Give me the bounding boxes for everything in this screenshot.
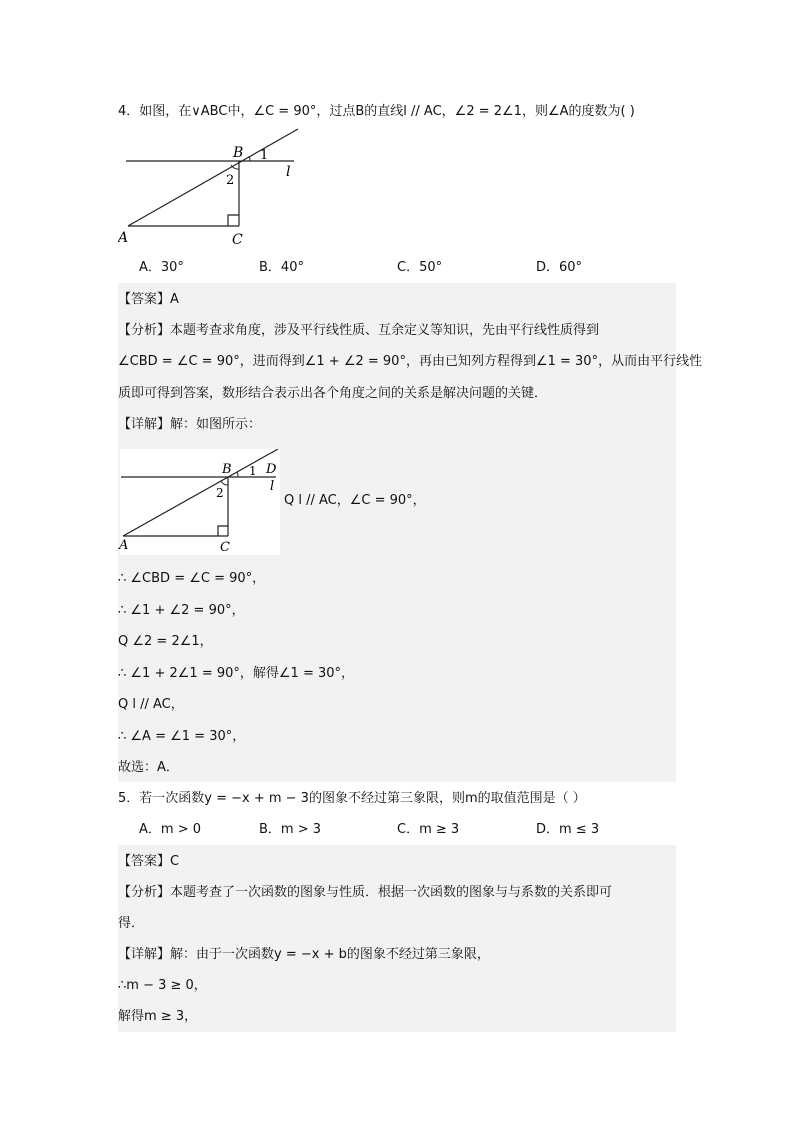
q5-detail: 【详解】解：由于一次函数y = −x + b的图象不经过第三象限，: [118, 947, 490, 962]
figure-label-A: A: [118, 230, 129, 246]
detail-label-l: l: [270, 479, 275, 494]
q4-analysis-line-3: 质即可得到答案，数形结合表示出各个角度之间的关系是解决问题的关键．: [118, 386, 548, 401]
q5-option-b: B．m > 3: [259, 822, 322, 837]
q4-option-a: A．30°: [139, 260, 184, 275]
q4-step-7: 故选：A．: [118, 760, 179, 775]
q4-step-3: Q ∠2 = 2∠1，: [118, 634, 213, 649]
q4-step-5: Q l // AC，: [118, 697, 184, 712]
q5-option-c: C．m ≥ 3: [397, 822, 460, 837]
detail-label-A: A: [119, 538, 129, 553]
q4-step-2: ∴ ∠1 + ∠2 = 90°，: [118, 603, 245, 618]
q4-step-4: ∴ ∠1 + 2∠1 = 90°，解得∠1 = 30°，: [118, 666, 355, 681]
detail-label-C: C: [220, 540, 230, 555]
q5-option-a: A．m > 0: [139, 822, 201, 837]
q5-analysis-line-1: 【分析】本题考查了一次函数的图象与性质．根据一次函数的图象与与系数的关系即可: [118, 885, 613, 900]
q4-option-b: B．40°: [259, 260, 304, 275]
q4-step-6: ∴ ∠A = ∠1 = 30°，: [118, 729, 246, 744]
q5-step-2: 解得m ≥ 3，: [118, 1009, 198, 1024]
question-5-stem: 5．若一次函数y = −x + m − 3的图象不经过第三象限，则m的取值范围是（ ）: [118, 791, 586, 806]
q4-option-c: C．50°: [397, 260, 443, 275]
figure-label-l: l: [286, 164, 291, 180]
q4-answer: 【答案】A: [118, 292, 179, 307]
q4-step-1: ∴ ∠CBD = ∠C = 90°，: [118, 571, 266, 586]
figure-label-2: 2: [226, 173, 235, 188]
q4-analysis-line-2: ∠CBD = ∠C = 90°，进而得到∠1 + ∠2 = 90°，再由已知列方程得到∠1 = 30°，从而由平行线性: [118, 354, 703, 369]
detail-label-B: B: [222, 462, 232, 477]
q4-option-d: D．60°: [536, 260, 583, 275]
q4-analysis-line-1: 【分析】本题考查求角度，涉及平行线性质、互余定义等知识，先由平行线性质得到: [118, 323, 600, 338]
figure-label-1: 1: [260, 148, 269, 163]
detail-label-2: 2: [216, 486, 224, 500]
q5-step-1: ∴m − 3 ≥ 0，: [118, 978, 207, 993]
q5-solution-block: [118, 845, 676, 1032]
q5-option-d: D．m ≤ 3: [536, 822, 600, 837]
detail-label-D: D: [266, 462, 277, 477]
q5-answer: 【答案】C: [118, 854, 180, 869]
q5-analysis-line-2: 得．: [118, 916, 145, 931]
figure-label-C: C: [232, 232, 243, 248]
question-4-figure: [118, 124, 318, 250]
detail-label-1: 1: [249, 464, 257, 478]
q4-given: Q l // AC，∠C = 90°，: [284, 493, 426, 508]
figure-label-B: B: [233, 145, 244, 161]
q4-detail-heading: 【详解】解：如图所示：: [118, 417, 262, 432]
question-4-stem: 4．如图，在∨ABC中，∠C = 90°，过点B的直线l // AC，∠2 = 2∠1，则∠A的度数为( ): [118, 104, 635, 119]
q4-detail-figure: [118, 449, 280, 555]
